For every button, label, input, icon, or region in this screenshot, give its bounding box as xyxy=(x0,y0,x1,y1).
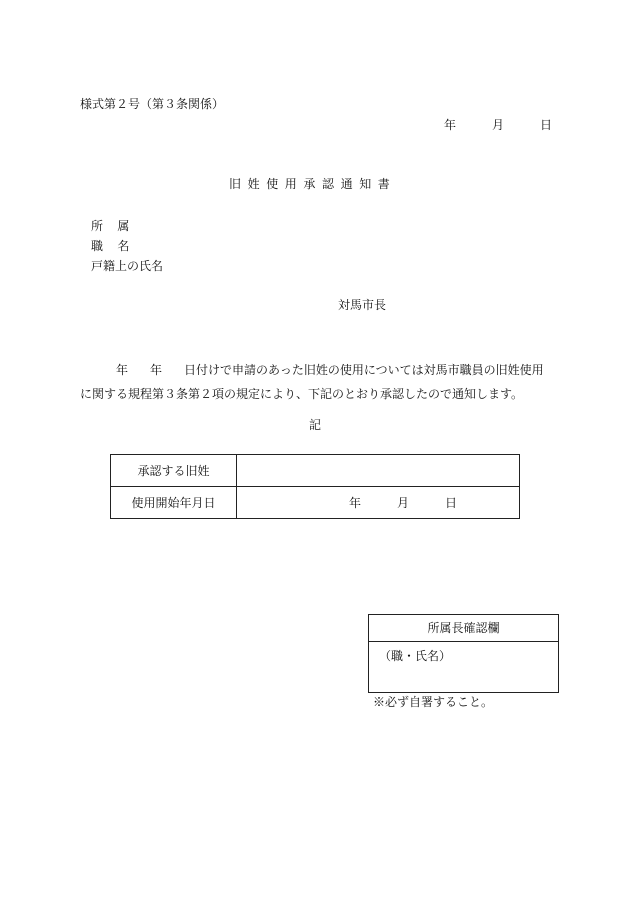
issue-date xyxy=(444,119,552,131)
form-number-label: 様式第２号（第３条関係） xyxy=(80,97,225,111)
recipient-department: 所属 xyxy=(91,219,144,233)
supervisor-confirmation-box xyxy=(368,614,559,693)
issue-date-year: 年 xyxy=(444,118,457,132)
approved-maiden-name-label: 承認する旧姓 xyxy=(111,455,237,487)
confirmation-position-name[interactable]: （職・氏名） xyxy=(379,649,452,663)
recipient-registered-name: 戸籍上の氏名 xyxy=(91,259,164,273)
approval-table xyxy=(110,454,520,519)
signature-note: ※必ず自署すること。 xyxy=(373,695,494,709)
body-year: 年 xyxy=(116,363,129,377)
issuer-title: 対馬市長 xyxy=(338,298,387,312)
notice-body xyxy=(80,358,555,406)
start-date-field[interactable] xyxy=(237,487,520,519)
ki-heading: 記 xyxy=(309,418,322,432)
issue-date-day: 日 xyxy=(540,118,553,132)
confirmation-header: 所属長確認欄 xyxy=(369,615,558,642)
body-text: 日付けで申請のあった旧姓の使用については対馬市職員の旧姓使用に関する規程第３条第２項の規定により、下記のとおり承認したので通知します。 xyxy=(80,363,544,401)
start-date-label: 使用開始年月日 xyxy=(111,487,237,519)
body-month: 年 xyxy=(150,363,163,377)
table-row xyxy=(111,487,520,519)
start-date-year: 年 xyxy=(349,496,362,510)
document-title: 旧姓使用承認通知書 xyxy=(229,177,397,191)
table-row xyxy=(111,455,520,487)
approved-maiden-name-field[interactable] xyxy=(237,455,520,487)
start-date-day: 日 xyxy=(445,496,458,510)
issue-date-month: 月 xyxy=(492,118,505,132)
recipient-position: 職名 xyxy=(91,239,144,253)
start-date-month: 月 xyxy=(397,496,410,510)
